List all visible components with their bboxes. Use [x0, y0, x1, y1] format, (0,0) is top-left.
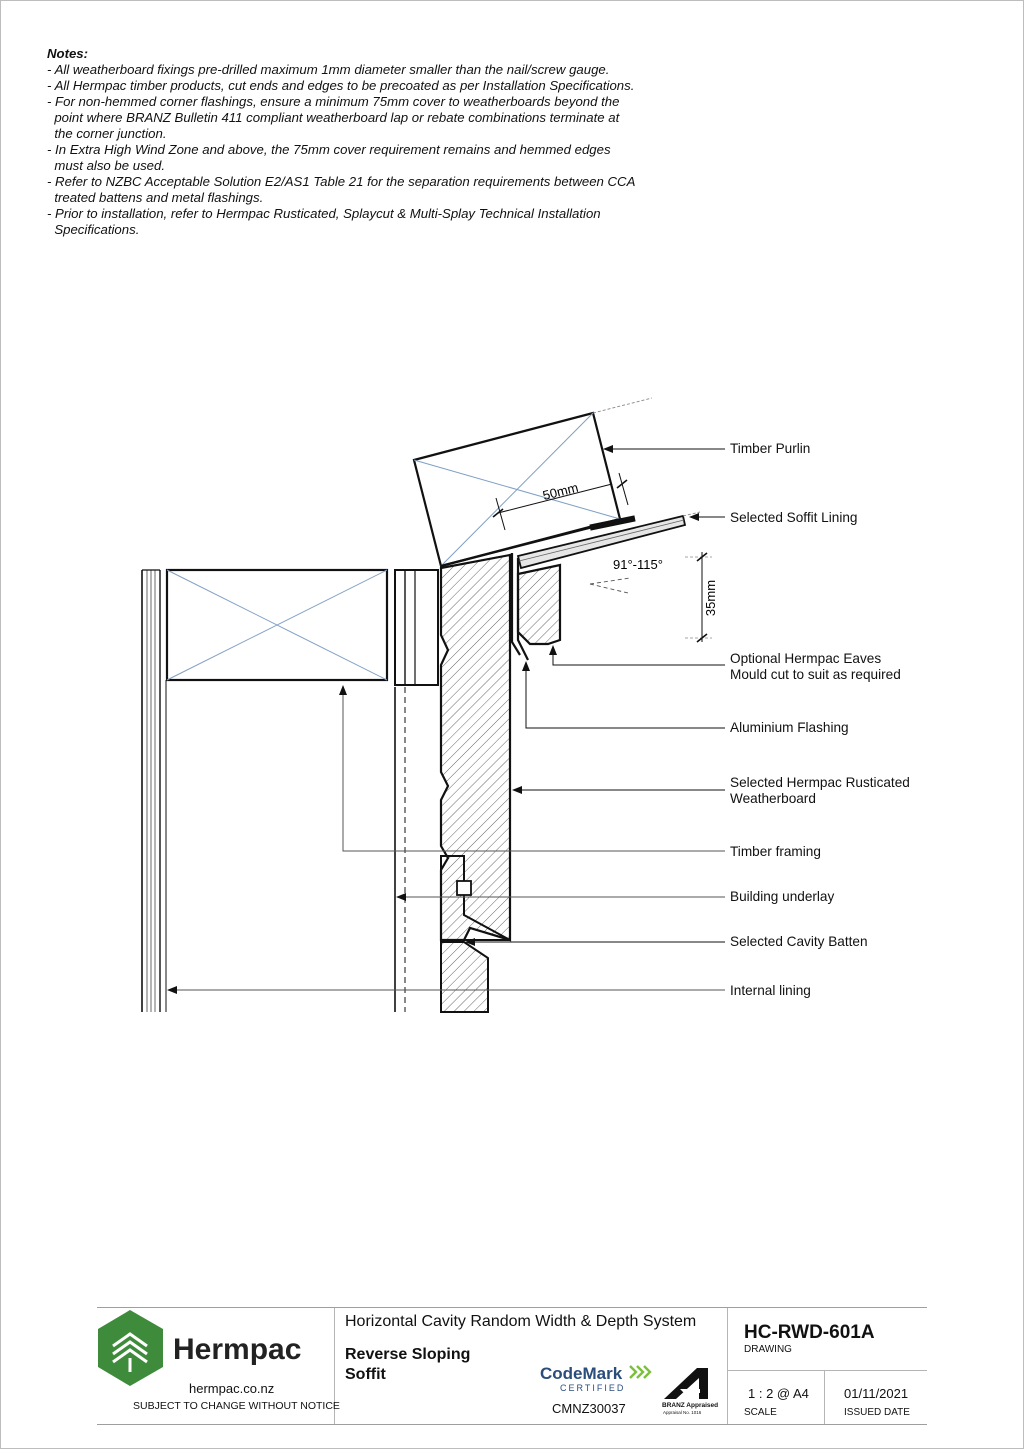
eaves-mould: [518, 565, 560, 644]
underlay-clip: [457, 881, 471, 895]
label-eaves-mould-1: Optional Hermpac Eaves: [730, 651, 882, 666]
note-line: - All weatherboard fixings pre-drilled maximum 1mm diameter smaller than the nail/screw gauge.: [47, 62, 610, 77]
note-line: - Refer to NZBC Acceptable Solution E2/AS1 Table 21 for the separation requirements between CCA: [47, 174, 636, 189]
divider: [727, 1308, 728, 1424]
branz-text: BRANZ Appraised: [662, 1402, 719, 1409]
website: hermpac.co.nz: [189, 1381, 275, 1396]
label-cavity-batten: Selected Cavity Batten: [730, 934, 868, 949]
codemark-logo: CodeMark: [540, 1364, 623, 1383]
dim-50mm-label: 50mm: [541, 479, 580, 504]
label-internal-lining: Internal lining: [730, 983, 811, 998]
issued-label: ISSUED DATE: [844, 1407, 910, 1418]
framing-block: [395, 570, 438, 1012]
top-plate: [167, 570, 387, 680]
angle-label: 91°-115°: [613, 557, 663, 572]
system-name: Horizontal Cavity Random Width & Depth System: [345, 1313, 697, 1330]
label-building-underlay: Building underlay: [730, 889, 835, 904]
codemark-sub: CERTIFIED: [560, 1383, 626, 1393]
note-line: - For non-hemmed corner flashings, ensure a minimum 75mm cover to weatherboards beyond the: [47, 94, 620, 109]
dim-35mm-label: 35mm: [703, 579, 718, 617]
divider: [824, 1370, 825, 1424]
note-line: Specifications.: [47, 222, 140, 237]
note-line: must also be used.: [47, 158, 166, 173]
scale-label: SCALE: [744, 1407, 777, 1418]
note-line: point where BRANZ Bulletin 411 compliant weatherboard lap or rebate combinations terminate at: [47, 110, 620, 125]
note-line: - All Hermpac timber products, cut ends and edges to be precoated as per Installation Specifications.: [47, 78, 635, 93]
title-block: [97, 1307, 927, 1425]
notes-title: Notes:: [47, 46, 89, 61]
disclaimer: SUBJECT TO CHANGE WITHOUT NOTICE: [133, 1400, 340, 1412]
branz-sub: Appraisal No. 1016: [663, 1410, 702, 1415]
company-name: Hermpac: [173, 1333, 302, 1366]
label-timber-framing: Timber framing: [730, 844, 821, 859]
label-eaves-mould-2: Mould cut to suit as required: [730, 667, 901, 682]
drawing-number: HC-RWD-601A: [744, 1322, 875, 1343]
lower-weatherboard: [441, 942, 488, 1012]
note-line: the corner junction.: [47, 126, 167, 141]
divider: [727, 1370, 927, 1371]
label-weatherboard-1: Selected Hermpac Rusticated: [730, 775, 910, 790]
angle-indicator: [590, 578, 630, 593]
label-soffit-lining: Selected Soffit Lining: [730, 510, 858, 525]
weatherboard: [441, 555, 510, 940]
note-line: - Prior to installation, refer to Hermpac Rusticated, Splaycut & Multi-Splay Technical Installation: [47, 206, 601, 221]
drawing-label: DRAWING: [744, 1344, 792, 1355]
label-aluminium-flashing: Aluminium Flashing: [730, 720, 849, 735]
internal-lining: [142, 570, 166, 1012]
label-weatherboard-2: Weatherboard: [730, 791, 816, 806]
cert-number: CMNZ30037: [552, 1401, 626, 1416]
note-line: - In Extra High Wind Zone and above, the 75mm cover requirement remains and hemmed edges: [47, 142, 611, 157]
drawing-title-2: Soffit: [345, 1366, 386, 1383]
note-line: treated battens and metal flashings.: [47, 190, 264, 205]
issued-date: 01/11/2021: [844, 1386, 909, 1401]
scale-value: 1 : 2 @ A4: [748, 1386, 809, 1401]
drawing-title-1: Reverse Sloping: [345, 1346, 471, 1363]
label-timber-purlin: Timber Purlin: [730, 441, 811, 456]
